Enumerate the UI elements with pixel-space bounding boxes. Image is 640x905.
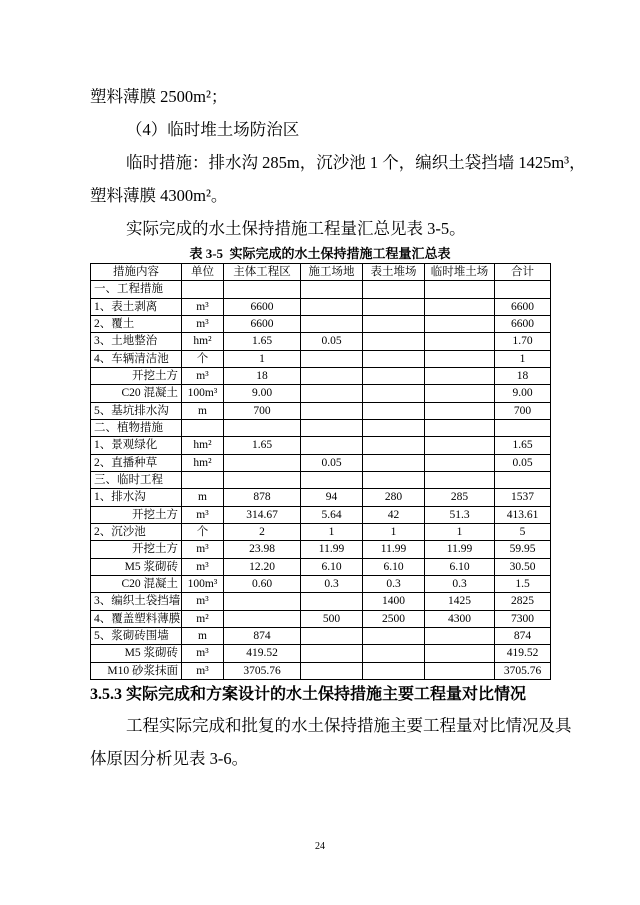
value-cell: 5.64 bbox=[301, 506, 363, 523]
table-row bbox=[91, 489, 551, 506]
value-cell bbox=[363, 333, 425, 350]
value-cell bbox=[495, 471, 551, 488]
table-row bbox=[91, 385, 551, 402]
value-cell: 1.65 bbox=[495, 437, 551, 454]
value-cell bbox=[301, 350, 363, 367]
value-cell bbox=[363, 350, 425, 367]
value-cell: 700 bbox=[495, 402, 551, 419]
value-cell bbox=[363, 471, 425, 488]
value-cell bbox=[363, 627, 425, 644]
value-cell: 1.5 bbox=[495, 575, 551, 592]
value-cell bbox=[363, 315, 425, 332]
body-text-line: 实际完成的水土保持措施工程量汇总见表 3-5。 bbox=[126, 219, 466, 238]
value-cell bbox=[425, 662, 495, 679]
value-cell bbox=[425, 645, 495, 662]
value-cell: 0.3 bbox=[301, 575, 363, 592]
value-cell bbox=[425, 471, 495, 488]
value-cell bbox=[425, 350, 495, 367]
unit-cell: m³ bbox=[182, 662, 224, 679]
row-label: 2、直播种草 bbox=[91, 454, 182, 471]
value-cell: 0.60 bbox=[224, 575, 301, 592]
value-cell bbox=[363, 454, 425, 471]
value-cell: 874 bbox=[495, 627, 551, 644]
table-row bbox=[91, 333, 551, 350]
unit-cell: m³ bbox=[182, 593, 224, 610]
value-cell: 12.20 bbox=[224, 558, 301, 575]
table-row bbox=[91, 298, 551, 315]
value-cell bbox=[301, 385, 363, 402]
value-cell bbox=[363, 367, 425, 384]
value-cell bbox=[425, 419, 495, 436]
value-cell: 1400 bbox=[363, 593, 425, 610]
measures-summary-table bbox=[90, 263, 551, 680]
value-cell bbox=[301, 315, 363, 332]
value-cell bbox=[425, 367, 495, 384]
table-row bbox=[91, 662, 551, 679]
value-cell: 11.99 bbox=[425, 541, 495, 558]
table-row bbox=[91, 593, 551, 610]
table-row bbox=[91, 419, 551, 436]
unit-cell: m³ bbox=[182, 315, 224, 332]
row-label: 一、工程措施 bbox=[91, 281, 182, 298]
value-cell: 700 bbox=[224, 402, 301, 419]
value-cell: 3705.76 bbox=[224, 662, 301, 679]
table-caption: 表 3-5 实际完成的水土保持措施工程量汇总表 bbox=[189, 246, 451, 261]
value-cell: 6600 bbox=[495, 298, 551, 315]
value-cell: 3705.76 bbox=[495, 662, 551, 679]
value-cell: 874 bbox=[224, 627, 301, 644]
value-cell: 94 bbox=[301, 489, 363, 506]
row-label: 1、表土剥离 bbox=[91, 298, 182, 315]
value-cell bbox=[301, 298, 363, 315]
value-cell: 30.50 bbox=[495, 558, 551, 575]
value-cell bbox=[495, 281, 551, 298]
row-label: C20 混凝土 bbox=[91, 385, 182, 402]
row-label: 1、排水沟 bbox=[91, 489, 182, 506]
value-cell: 11.99 bbox=[363, 541, 425, 558]
table-row bbox=[91, 610, 551, 627]
table-row bbox=[91, 454, 551, 471]
unit-cell bbox=[182, 281, 224, 298]
value-cell bbox=[363, 281, 425, 298]
unit-cell: 个 bbox=[182, 523, 224, 540]
unit-cell: m³ bbox=[182, 298, 224, 315]
value-cell: 0.3 bbox=[363, 575, 425, 592]
value-cell: 18 bbox=[224, 367, 301, 384]
table-row bbox=[91, 627, 551, 644]
column-header: 施工场地 bbox=[301, 264, 363, 281]
value-cell: 4300 bbox=[425, 610, 495, 627]
value-cell: 1 bbox=[301, 523, 363, 540]
value-cell: 1 bbox=[495, 350, 551, 367]
value-cell bbox=[363, 645, 425, 662]
value-cell: 314.67 bbox=[224, 506, 301, 523]
value-cell: 59.95 bbox=[495, 541, 551, 558]
value-cell bbox=[224, 471, 301, 488]
value-cell bbox=[301, 367, 363, 384]
row-label: 5、浆砌砖围墙 bbox=[91, 627, 182, 644]
value-cell: 0.05 bbox=[301, 333, 363, 350]
value-cell bbox=[363, 298, 425, 315]
value-cell bbox=[224, 593, 301, 610]
value-cell: 1.65 bbox=[224, 333, 301, 350]
body-text-line: 塑料薄膜 2500m²； bbox=[90, 87, 228, 106]
value-cell: 2825 bbox=[495, 593, 551, 610]
value-cell: 0.3 bbox=[425, 575, 495, 592]
unit-cell: hm² bbox=[182, 454, 224, 471]
value-cell bbox=[301, 662, 363, 679]
row-label: 开挖土方 bbox=[91, 367, 182, 384]
row-label: M5 浆砌砖 bbox=[91, 645, 182, 662]
table-header-row bbox=[91, 264, 551, 281]
value-cell: 280 bbox=[363, 489, 425, 506]
value-cell: 18 bbox=[495, 367, 551, 384]
value-cell bbox=[363, 402, 425, 419]
value-cell: 6600 bbox=[495, 315, 551, 332]
unit-cell: 100m³ bbox=[182, 385, 224, 402]
row-label: 三、临时工程 bbox=[91, 471, 182, 488]
body-text-line: 临时措施：排水沟 285m，沉沙池 1 个，编织土袋挡墙 1425m³， bbox=[126, 153, 586, 172]
unit-cell bbox=[182, 471, 224, 488]
unit-cell: hm² bbox=[182, 437, 224, 454]
value-cell: 7300 bbox=[495, 610, 551, 627]
value-cell: 0.05 bbox=[495, 454, 551, 471]
value-cell bbox=[425, 315, 495, 332]
value-cell bbox=[224, 419, 301, 436]
value-cell bbox=[224, 454, 301, 471]
row-label: 4、车辆清洁池 bbox=[91, 350, 182, 367]
table-row bbox=[91, 645, 551, 662]
value-cell: 23.98 bbox=[224, 541, 301, 558]
value-cell bbox=[301, 402, 363, 419]
unit-cell: m³ bbox=[182, 367, 224, 384]
row-label: C20 混凝土 bbox=[91, 575, 182, 592]
value-cell: 1 bbox=[425, 523, 495, 540]
row-label: 2、沉沙池 bbox=[91, 523, 182, 540]
unit-cell: m bbox=[182, 627, 224, 644]
row-label: 3、土地整治 bbox=[91, 333, 182, 350]
value-cell bbox=[425, 298, 495, 315]
value-cell bbox=[425, 385, 495, 402]
unit-cell: m³ bbox=[182, 506, 224, 523]
table-row bbox=[91, 367, 551, 384]
value-cell: 413.61 bbox=[495, 506, 551, 523]
table-row bbox=[91, 541, 551, 558]
table-row bbox=[91, 558, 551, 575]
value-cell bbox=[301, 419, 363, 436]
row-label: 2、覆土 bbox=[91, 315, 182, 332]
value-cell bbox=[425, 333, 495, 350]
column-header: 临时堆土场 bbox=[425, 264, 495, 281]
row-label: M10 砂浆抹面 bbox=[91, 662, 182, 679]
row-label: 3、编织土袋挡墙 bbox=[91, 593, 182, 610]
table-body bbox=[91, 281, 551, 680]
body-text-line: 塑料薄膜 4300m²。 bbox=[90, 186, 228, 205]
value-cell: 500 bbox=[301, 610, 363, 627]
unit-cell: m² bbox=[182, 610, 224, 627]
value-cell bbox=[425, 437, 495, 454]
value-cell: 2 bbox=[224, 523, 301, 540]
unit-cell: m³ bbox=[182, 645, 224, 662]
value-cell: 42 bbox=[363, 506, 425, 523]
value-cell: 51.3 bbox=[425, 506, 495, 523]
table-row bbox=[91, 281, 551, 298]
unit-cell: 个 bbox=[182, 350, 224, 367]
value-cell: 0.05 bbox=[301, 454, 363, 471]
value-cell: 5 bbox=[495, 523, 551, 540]
value-cell: 285 bbox=[425, 489, 495, 506]
row-label: 5、基坑排水沟 bbox=[91, 402, 182, 419]
value-cell: 6.10 bbox=[363, 558, 425, 575]
row-label: M5 浆砌砖 bbox=[91, 558, 182, 575]
row-label: 开挖土方 bbox=[91, 506, 182, 523]
value-cell: 1537 bbox=[495, 489, 551, 506]
unit-cell bbox=[182, 419, 224, 436]
value-cell bbox=[301, 281, 363, 298]
table-row bbox=[91, 350, 551, 367]
column-header: 单位 bbox=[182, 264, 224, 281]
value-cell bbox=[363, 419, 425, 436]
value-cell: 6600 bbox=[224, 298, 301, 315]
value-cell: 1 bbox=[363, 523, 425, 540]
value-cell: 878 bbox=[224, 489, 301, 506]
value-cell: 9.00 bbox=[495, 385, 551, 402]
subsection-title: （4）临时堆土场防治区 bbox=[126, 120, 300, 139]
unit-cell: 100m³ bbox=[182, 575, 224, 592]
unit-cell: m³ bbox=[182, 541, 224, 558]
value-cell: 11.99 bbox=[301, 541, 363, 558]
value-cell bbox=[363, 662, 425, 679]
value-cell bbox=[301, 627, 363, 644]
value-cell bbox=[301, 645, 363, 662]
body-text-line: 体原因分析见表 3-6。 bbox=[90, 749, 249, 768]
value-cell: 9.00 bbox=[224, 385, 301, 402]
row-label: 二、植物措施 bbox=[91, 419, 182, 436]
value-cell bbox=[301, 437, 363, 454]
value-cell: 6600 bbox=[224, 315, 301, 332]
value-cell bbox=[425, 627, 495, 644]
table-row bbox=[91, 471, 551, 488]
unit-cell: hm² bbox=[182, 333, 224, 350]
value-cell bbox=[363, 437, 425, 454]
value-cell bbox=[425, 454, 495, 471]
value-cell: 1425 bbox=[425, 593, 495, 610]
value-cell bbox=[495, 419, 551, 436]
table-row bbox=[91, 506, 551, 523]
value-cell: 419.52 bbox=[224, 645, 301, 662]
value-cell bbox=[301, 593, 363, 610]
value-cell bbox=[425, 402, 495, 419]
row-label: 1、景观绿化 bbox=[91, 437, 182, 454]
table-row bbox=[91, 402, 551, 419]
row-label: 开挖土方 bbox=[91, 541, 182, 558]
unit-cell: m bbox=[182, 402, 224, 419]
column-header: 合计 bbox=[495, 264, 551, 281]
column-header: 表土堆场 bbox=[363, 264, 425, 281]
value-cell: 2500 bbox=[363, 610, 425, 627]
value-cell bbox=[363, 385, 425, 402]
page-number: 24 bbox=[315, 841, 325, 852]
section-heading: 3.5.3 实际完成和方案设计的水土保持措施主要工程量对比情况 bbox=[90, 686, 527, 703]
body-text-line: 工程实际完成和批复的水土保持措施主要工程量对比情况及具 bbox=[126, 716, 572, 735]
value-cell bbox=[224, 281, 301, 298]
table-row bbox=[91, 437, 551, 454]
row-label: 4、覆盖塑料薄膜 bbox=[91, 610, 182, 627]
value-cell: 6.10 bbox=[301, 558, 363, 575]
unit-cell: m bbox=[182, 489, 224, 506]
column-header: 措施内容 bbox=[91, 264, 182, 281]
table-row bbox=[91, 523, 551, 540]
value-cell: 6.10 bbox=[425, 558, 495, 575]
value-cell bbox=[301, 471, 363, 488]
table-row bbox=[91, 575, 551, 592]
value-cell bbox=[425, 281, 495, 298]
value-cell: 1.70 bbox=[495, 333, 551, 350]
value-cell: 1.65 bbox=[224, 437, 301, 454]
value-cell: 1 bbox=[224, 350, 301, 367]
table-row bbox=[91, 315, 551, 332]
column-header: 主体工程区 bbox=[224, 264, 301, 281]
value-cell bbox=[224, 610, 301, 627]
unit-cell: m³ bbox=[182, 558, 224, 575]
value-cell: 419.52 bbox=[495, 645, 551, 662]
